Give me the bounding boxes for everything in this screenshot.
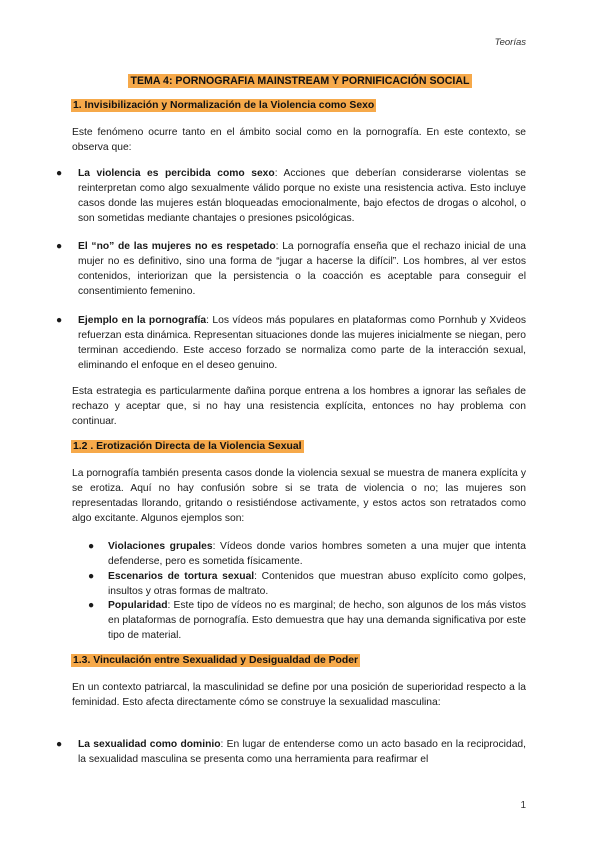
- bullet-item: [56, 737, 526, 767]
- sub-list-item: [88, 539, 526, 569]
- title-wrap: [0, 71, 600, 89]
- bullet-bold: Popularidad: [108, 600, 168, 611]
- page-title: TEMA 4: PORNOGRAFIA MAINSTREAM Y PORNIFICACIÓN SOCIAL: [130, 75, 470, 87]
- bullet-icon: ●: [88, 541, 95, 552]
- bullet-text: : Contenidos que muestran abuso explícito como golpes, insultos y otras formas de maltrato.: [108, 571, 526, 597]
- sub-list-item: [88, 598, 526, 643]
- bullet-text: : La pornografía enseña que el rechazo inicial de una mujer no es definitivo, sino una forma de “jugar a hacerse la difícil”. Los hombres, al ver estos contenidos, interiorizan que la persistencia o la coacción es aceptable para conseguir el consentimiento femenino.: [78, 241, 526, 297]
- bullet-text: : Los vídeos más populares en plataformas como Pornhub y Xvideos refuerzan esta dinámica. Representan situaciones donde las mujeres inicialmente se niegan, pero terminan accediendo. Este acceso forzado se normaliza como parte de la interacción sexual, eliminando el enfoque en el deseo genuino.: [78, 315, 526, 371]
- section-heading-3: 1.3. Vinculación entre Sexualidad y Desigualdad de Poder: [73, 655, 359, 666]
- bullet-bold: Escenarios de tortura sexual: [108, 571, 255, 582]
- bullet-item: [56, 239, 526, 299]
- bullet-icon: ●: [56, 739, 63, 750]
- bullet-text: : Acciones que deberían considerarse violentas se reinterpretan como algo sexualmente válido porque no existe una resistencia activa. Esto incluye casos donde las mujeres están bloqueadas emocionalmente, bajo efectos de drogas o alcohol, o son sometidas mediante chantajes o presiones psicológicas.: [78, 168, 526, 224]
- bullet-bold: El “no” de las mujeres no es respetado: [78, 241, 276, 252]
- page-number: 1: [520, 800, 526, 811]
- bullet-item: [56, 313, 526, 373]
- header-tag: Teorías: [494, 37, 526, 48]
- sub-list-item: [88, 569, 526, 599]
- bullet-bold: Violaciones grupales: [108, 541, 213, 552]
- bullet-icon: ●: [56, 315, 63, 326]
- section-heading-1: 1. Invisibilización y Normalización de la Violencia como Sexo: [73, 100, 375, 111]
- bullet-item: [56, 166, 526, 226]
- section-2-intro: La pornografía también presenta casos donde la violencia sexual se muestra de manera explícita y se erotiza. Aquí no hay confusión sobre si se trata de violencia o no; las mujeres son representadas llorando, gritando o resistiéndose activamente, y estos actos son retratados como algo excitante. Algunos ejemplos son:: [72, 468, 526, 524]
- bullet-icon: ●: [88, 600, 95, 611]
- bullet-icon: ●: [88, 571, 95, 582]
- bullet-bold: La violencia es percibida como sexo: [78, 168, 275, 179]
- section-1-closing: Esta estrategia es particularmente dañina porque entrena a los hombres a ignorar las señales de rechazo y aceptar que, si no hay una resistencia explícita, entonces no hay problema con continuar.: [72, 386, 526, 427]
- bullet-bold: Ejemplo en la pornografía: [78, 315, 207, 326]
- section-3-intro: En un contexto patriarcal, la masculinidad se define por una posición de superioridad respecto a la feminidad. Esto afecta directamente cómo se construye la sexualidad masculina:: [72, 682, 526, 708]
- bullet-text: : Vídeos donde varios hombres someten a una mujer que intenta defenderse, pero es sometida físicamente.: [108, 541, 526, 567]
- bullet-icon: ●: [56, 241, 63, 252]
- bullet-bold: La sexualidad como dominio: [78, 739, 221, 750]
- bullet-text: : En lugar de entenderse como un acto basado en la reciprocidad, la sexualidad masculina se presenta como una herramienta para reafirmar el: [78, 739, 527, 765]
- bullet-text: : Este tipo de vídeos no es marginal; de hecho, son algunos de los más vistos en plataformas de pornografía. Esto demuestra que hay una demanda significativa por este tipo de material.: [108, 600, 526, 641]
- section-heading-2: 1.2 . Erotización Directa de la Violencia Sexual: [73, 441, 302, 452]
- section-1-intro: Este fenómeno ocurre tanto en el ámbito social como en la pornografía. En este contexto, se observa que:: [72, 127, 526, 153]
- bullet-icon: ●: [56, 168, 63, 179]
